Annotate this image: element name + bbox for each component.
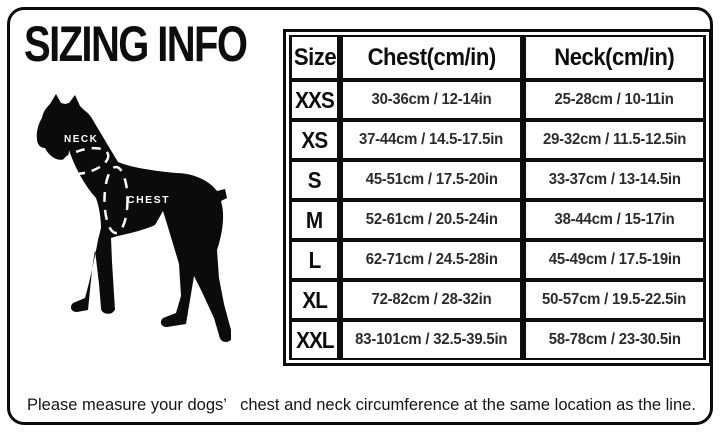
neck-cell: 58-78cm / 23-30.5in — [523, 320, 706, 360]
header-neck: Neck(cm/in) — [523, 35, 706, 80]
chest-cell: 30-36cm / 12-14in — [340, 80, 523, 120]
dog-measurement-diagram — [28, 92, 243, 357]
chest-cell: 37-44cm / 14.5-17.5in — [340, 120, 523, 160]
chest-cell: 45-51cm / 17.5-20in — [340, 160, 523, 200]
size-cell: S — [289, 160, 340, 200]
chest-label: CHEST — [127, 194, 171, 206]
table-row — [289, 320, 706, 360]
size-cell: M — [289, 200, 340, 240]
table-row — [289, 120, 706, 160]
table-row — [289, 80, 706, 120]
chest-cell: 62-71cm / 24.5-28in — [340, 240, 523, 280]
chest-cell: 52-61cm / 20.5-24in — [340, 200, 523, 240]
chest-cell: 83-101cm / 32.5-39.5in — [340, 320, 523, 360]
table-row — [289, 240, 706, 280]
table-row — [289, 160, 706, 200]
table-header-row — [289, 35, 706, 80]
neck-cell: 33-37cm / 13-14.5in — [523, 160, 706, 200]
dog-silhouette-image — [28, 92, 243, 357]
header-chest: Chest(cm/in) — [340, 35, 523, 80]
dog-body-shape — [37, 94, 231, 342]
neck-cell: 50-57cm / 19.5-22.5in — [523, 280, 706, 320]
footer-note: Please measure your dogs’ chest and neck circumference at the same location as the line. — [27, 396, 696, 414]
size-table — [283, 29, 712, 366]
size-cell: XXL — [289, 320, 340, 360]
size-cell: XL — [289, 280, 340, 320]
page-title: SIZING INFO — [24, 16, 247, 72]
neck-cell: 29-32cm / 11.5-12.5in — [523, 120, 706, 160]
neck-cell: 38-44cm / 15-17in — [523, 200, 706, 240]
neck-cell: 25-28cm / 10-11in — [523, 80, 706, 120]
table-row — [289, 200, 706, 240]
size-cell: XS — [289, 120, 340, 160]
header-size: Size — [289, 35, 340, 80]
table-row — [289, 280, 706, 320]
size-cell: XXS — [289, 80, 340, 120]
neck-label: NECK — [64, 134, 99, 145]
chest-cell: 72-82cm / 28-32in — [340, 280, 523, 320]
size-cell: L — [289, 240, 340, 280]
neck-cell: 45-49cm / 17.5-19in — [523, 240, 706, 280]
